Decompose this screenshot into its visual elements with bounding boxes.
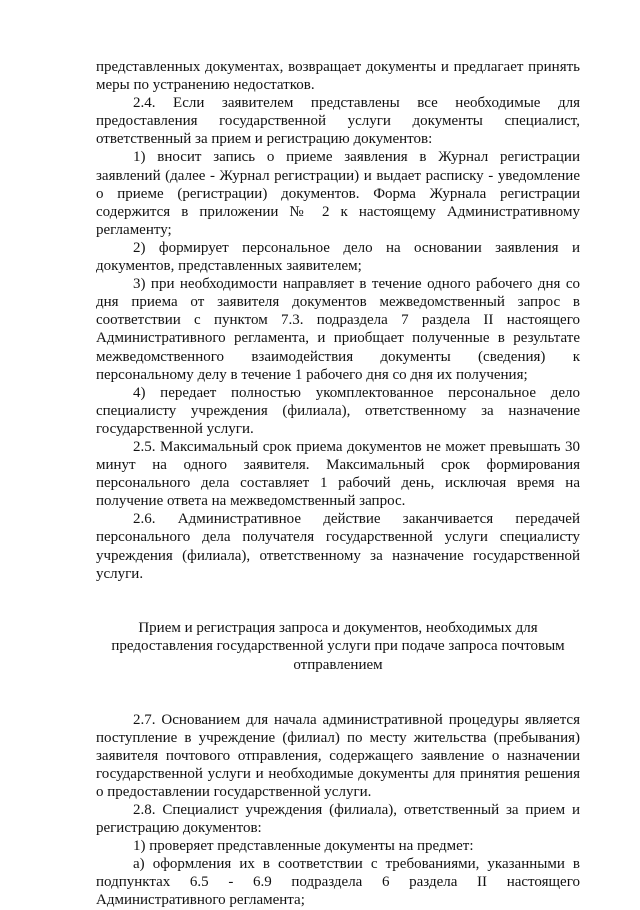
paragraph-item-3: 3) при необходимости направляет в течение одного рабочего дня со дня приема от заявителя документов межведомственный запрос в соответствии с пунктом 7.3. подраздела 7 раздела II настоящего Административного регламента, и приобщает полученные в результате межведомственного взаимодействия документы (сведения) к персональному делу в течение 1 рабочего дня со дня их получения; [96, 276, 580, 383]
paragraph-continuation: представленных документах, возвращает документы и предлагает принять меры по устранению недостатков. [96, 59, 580, 94]
paragraph-check-item-1: 1) проверяет представленные документы на предмет: [133, 838, 474, 855]
section-heading: Прием и регистрация запроса и документов, необходимых для предоставления государственной услуги при подаче запроса почтовым отправлением [111, 619, 565, 673]
paragraph-check-item-a: а) оформления их в соответствии с требованиями, указанными в подпунктах 6.5 - 6.9 подраздела 6 раздела II настоящего Административного регламента; [96, 856, 580, 909]
top-paragraphs [96, 58, 580, 583]
paragraph-2-7: 2.7. Основанием для начала административной процедуры является поступление в учреждение (филиал) по месту жительства (пребывания) заявителя почтового отправления, содержащего заявление о назначении государственной услуги и необходимые документы для принятия решения о предоставлении государственной услуги. [96, 711, 580, 800]
bottom-paragraphs [96, 711, 580, 910]
paragraph-2-5: 2.5. Максимальный срок приема документов не может превышать 30 минут на одного заявителя. Максимальный срок формирования персонального дела составляет 1 рабочий день, исключая время на получение ответа на межведомственный запрос. [96, 438, 580, 510]
paragraph-item-2: 2) формирует персональное дело на основании заявления и документов, представленных заявителем; [96, 239, 580, 275]
paragraph-2-4: 2.4. Если заявителем представлены все необходимые для предоставления государственной услуги документы специалист, ответственный за прием и регистрацию документов: [96, 95, 580, 148]
paragraph-item-1: 1) вносит запись о приеме заявления в Журнал регистрации заявлений (далее - Журнал регистрации) и выдает расписку - уведомление о приеме (регистрации) документов. Форма Журнала регистрации содержится в приложении № 2 к настоящему Административному регламенту; [96, 149, 580, 238]
paragraph-2-6: 2.6. Административное действие заканчивается передачей персонального дела получателя государственной услуги специалисту учреждения (филиала), ответственному за назначение государственной услуги. [96, 511, 580, 582]
paragraph-item-4: 4) передает полностью укомплектованное персональное дело специалисту учреждения (филиала), ответственному за назначение государственной услуги. [96, 384, 580, 437]
paragraph-2-8: 2.8. Специалист учреждения (филиала), ответственный за прием и регистрацию документов: [96, 801, 580, 837]
